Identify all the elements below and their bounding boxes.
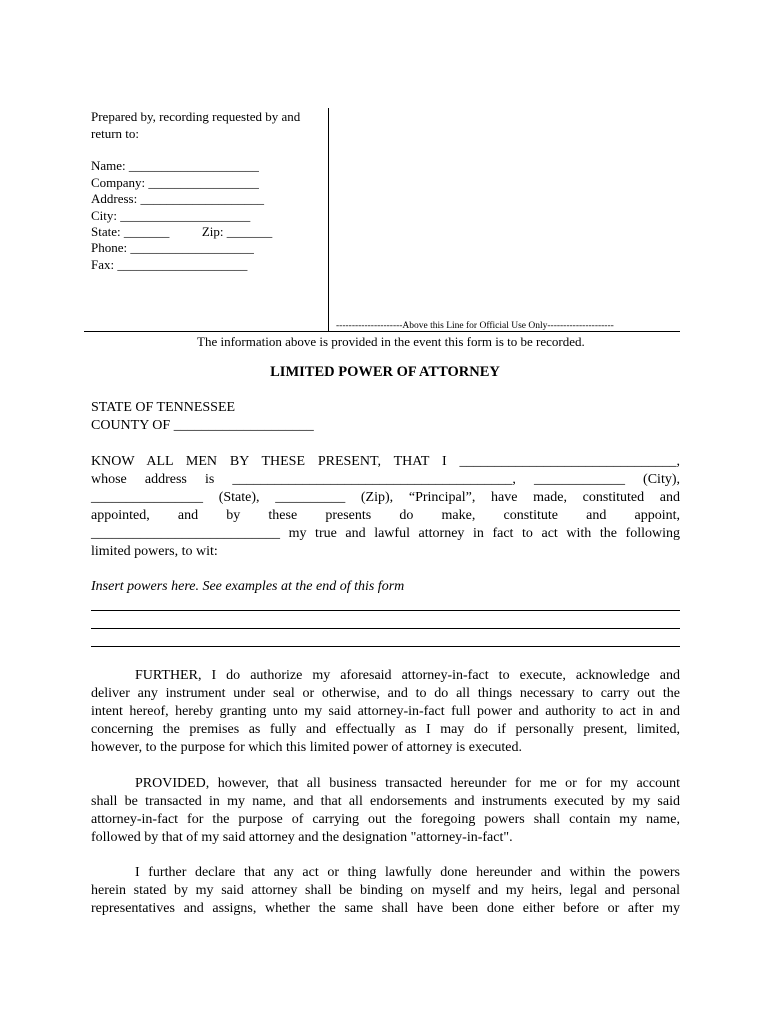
prepared-by-line2: return to: [91,126,140,141]
further-line-3: intent hereof, hereby granting unto my said attorney-in-fact full power and authority to act in and [91,704,680,719]
powers-blank-line-1 [91,610,680,611]
provided-line-4: followed by that of my said attorney and the designation "attorney-in-fact". [91,830,513,845]
official-use-label: ---------------------Above this Line for Official Use Only--------------------- [336,321,614,331]
state-zip-field: State: _______ Zip: _______ [91,224,273,239]
know-all-men-line-6: limited powers, to wit: [91,544,218,559]
city-field: City: ____________________ [91,208,251,223]
know-all-men-line-3: ________________ (State), __________ (Zip), “Principal”, have made, constituted and [91,490,680,505]
declare-line-1: I further declare that any act or thing lawfully done hereunder and within the powers [135,865,680,880]
address-field: Address: ___________________ [91,191,264,206]
further-line-4: concerning the premises as fully and effectually as I may do if personally present, limited, [91,722,680,737]
recording-area-divider [328,108,329,331]
declare-line-3: representatives and assigns, whether the same shall have been done either before or after my [91,901,680,916]
company-field: Company: _________________ [91,175,259,190]
prepared-by-line1: Prepared by, recording requested by and [91,109,301,124]
county-line: COUNTY OF ____________________ [91,418,314,433]
fax-field: Fax: ____________________ [91,257,248,272]
document-title: LIMITED POWER OF ATTORNEY [270,364,500,380]
know-all-men-line-5: ___________________________ my true and lawful attorney in fact to act with the following [91,526,680,541]
provided-line-1: PROVIDED, however, that all business transacted hereunder for me or for my account [135,776,680,791]
insert-powers-instruction: Insert powers here. See examples at the end of this form [91,579,405,594]
powers-blank-line-2 [91,628,680,629]
declare-line-2: herein stated by my said attorney shall be binding on myself and my heirs, legal and personal [91,883,680,898]
know-all-men-line-2: whose address is ________________________________________, _____________ (City), [91,472,680,487]
further-line-2: deliver any instrument under seal or otherwise, and to do all things necessary to carry out the [91,686,680,701]
state-line: STATE OF TENNESSEE [91,400,236,415]
recording-area-rule [84,331,680,332]
know-all-men-line-1: KNOW ALL MEN BY THESE PRESENT, THAT I _______________________________, [91,454,680,469]
recording-info-line: The information above is provided in the event this form is to be recorded. [197,334,585,349]
provided-line-3: attorney-in-fact for the purpose of carrying out the foregoing powers shall contain my name, [91,812,680,827]
powers-blank-line-3 [91,646,680,647]
know-all-men-line-4: appointed, and by these presents do make, constitute and appoint, [91,508,680,523]
further-line-1: FURTHER, I do authorize my aforesaid attorney-in-fact to execute, acknowledge and [135,668,680,683]
name-field: Name: ____________________ [91,158,259,173]
phone-field: Phone: ___________________ [91,240,254,255]
further-line-5: however, to the purpose for which this limited power of attorney is executed. [91,740,522,755]
provided-line-2: shall be transacted in my name, and that all endorsements and instruments executed by my said [91,794,680,809]
